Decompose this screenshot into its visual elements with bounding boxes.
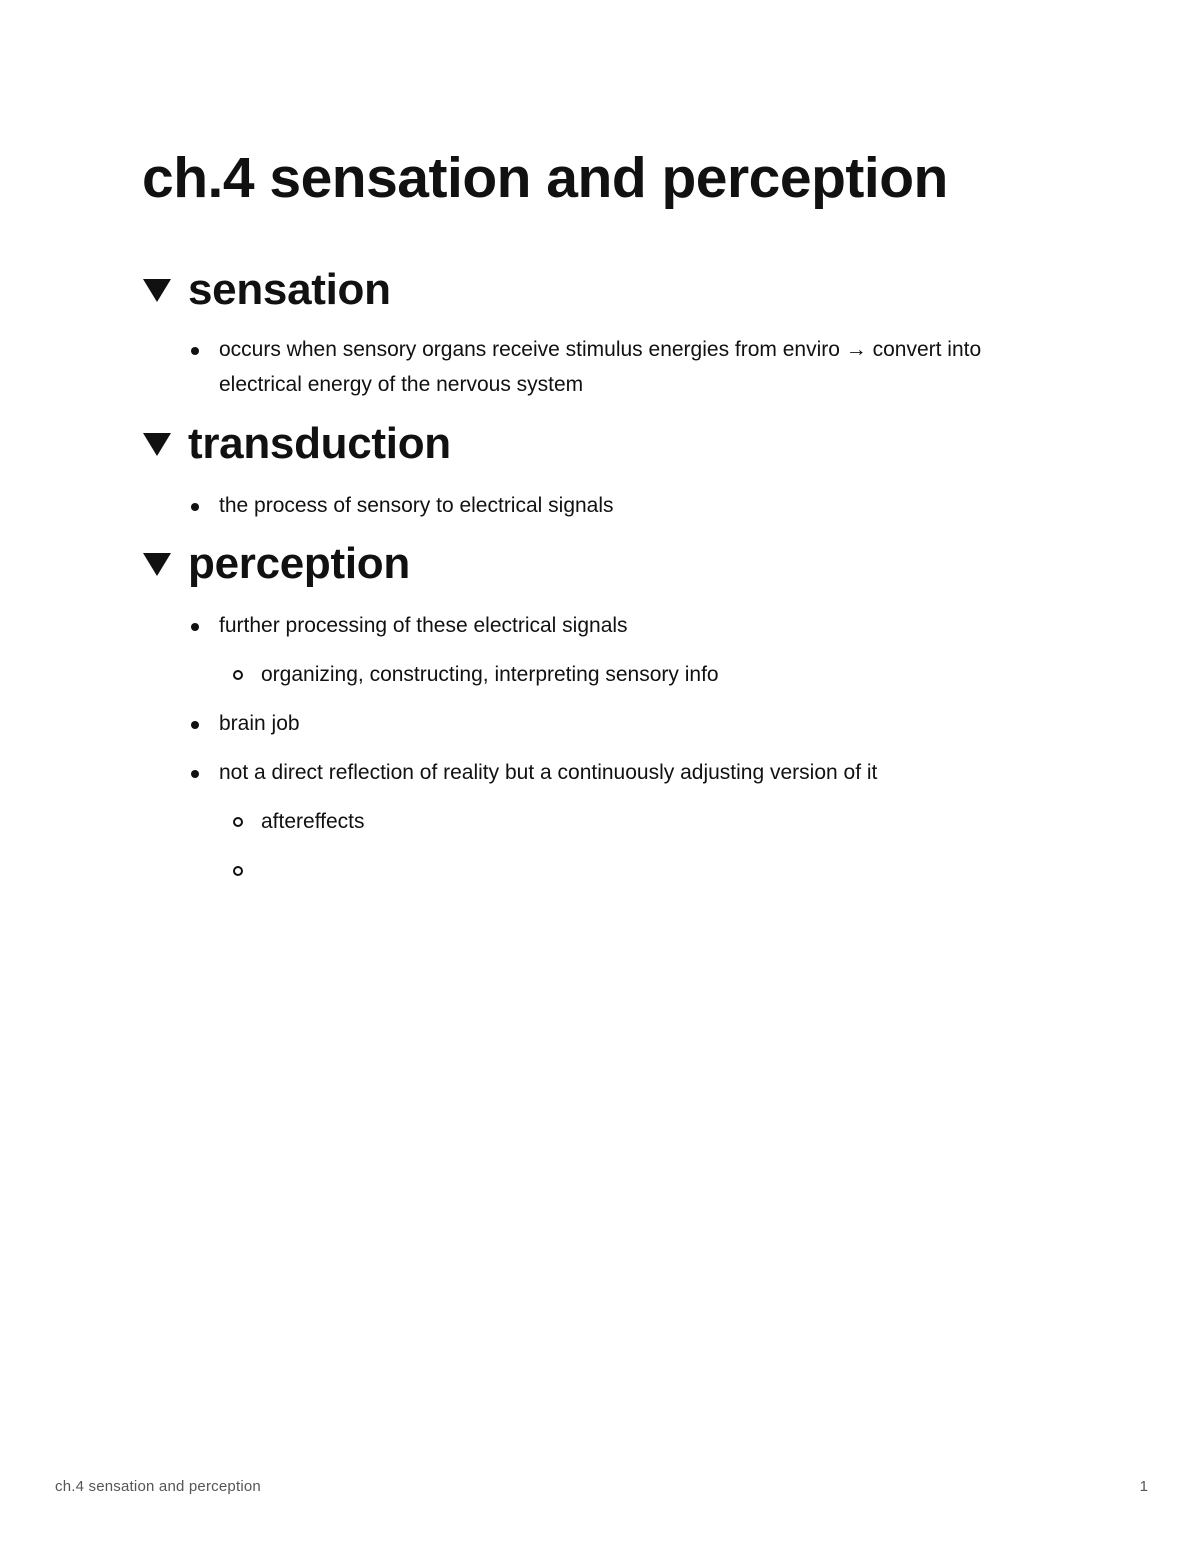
list-item-text: the process of sensory to electrical signals — [219, 494, 614, 517]
triangle-down-icon[interactable] — [142, 276, 172, 304]
list-item-text: further processing of these electrical signals — [219, 614, 628, 637]
list-item — [188, 488, 1048, 523]
sub-list-item-empty[interactable] — [219, 853, 1048, 888]
section-heading-sensation: sensation — [188, 265, 391, 314]
triangle-down-icon[interactable] — [142, 430, 172, 458]
bullet-list-perception — [188, 608, 1048, 902]
bullet-dot-icon — [191, 347, 199, 355]
hollow-bullet-icon — [233, 866, 243, 876]
toggle-sensation[interactable] — [142, 262, 391, 318]
bullet-list-transduction — [188, 488, 1048, 537]
list-item-text: not a direct reflection of reality but a continuously adjusting version of it — [219, 761, 878, 784]
section-heading-perception: perception — [188, 539, 410, 588]
toggle-heading[interactable] — [142, 536, 410, 592]
toggle-heading[interactable] — [142, 416, 451, 472]
list-item — [188, 332, 1048, 402]
sub-list-item — [219, 804, 1048, 839]
section-heading-transduction: transduction — [188, 419, 451, 468]
list-item-text: brain job — [219, 712, 300, 735]
sub-list — [219, 804, 1048, 888]
bullet-dot-icon — [191, 623, 199, 631]
list-item — [188, 608, 1048, 692]
footer-page-number: 1 — [1139, 1478, 1148, 1495]
bullet-dot-icon — [191, 770, 199, 778]
footer-title: ch.4 sensation and perception — [55, 1478, 261, 1495]
list-item-text: occurs when sensory organs receive stimulus energies from enviro → convert into electrical energy of the nervous system — [219, 338, 982, 396]
sub-list-item-text: organizing, constructing, interpreting sensory info — [261, 663, 719, 686]
toggle-transduction[interactable] — [142, 416, 451, 472]
sub-list — [219, 657, 1048, 692]
toggle-perception[interactable] — [142, 536, 410, 592]
list-item — [188, 755, 1048, 888]
sub-list-item — [219, 657, 1048, 692]
sub-list-item-text: aftereffects — [261, 810, 365, 833]
bullet-list-sensation — [188, 332, 1048, 416]
bullet-dot-icon — [191, 503, 199, 511]
toggle-heading[interactable] — [142, 262, 391, 318]
hollow-bullet-icon — [233, 670, 243, 680]
bullet-dot-icon — [191, 721, 199, 729]
page-title: ch.4 sensation and perception — [142, 146, 948, 210]
triangle-down-icon[interactable] — [142, 550, 172, 578]
hollow-bullet-icon — [233, 817, 243, 827]
list-item — [188, 706, 1048, 741]
